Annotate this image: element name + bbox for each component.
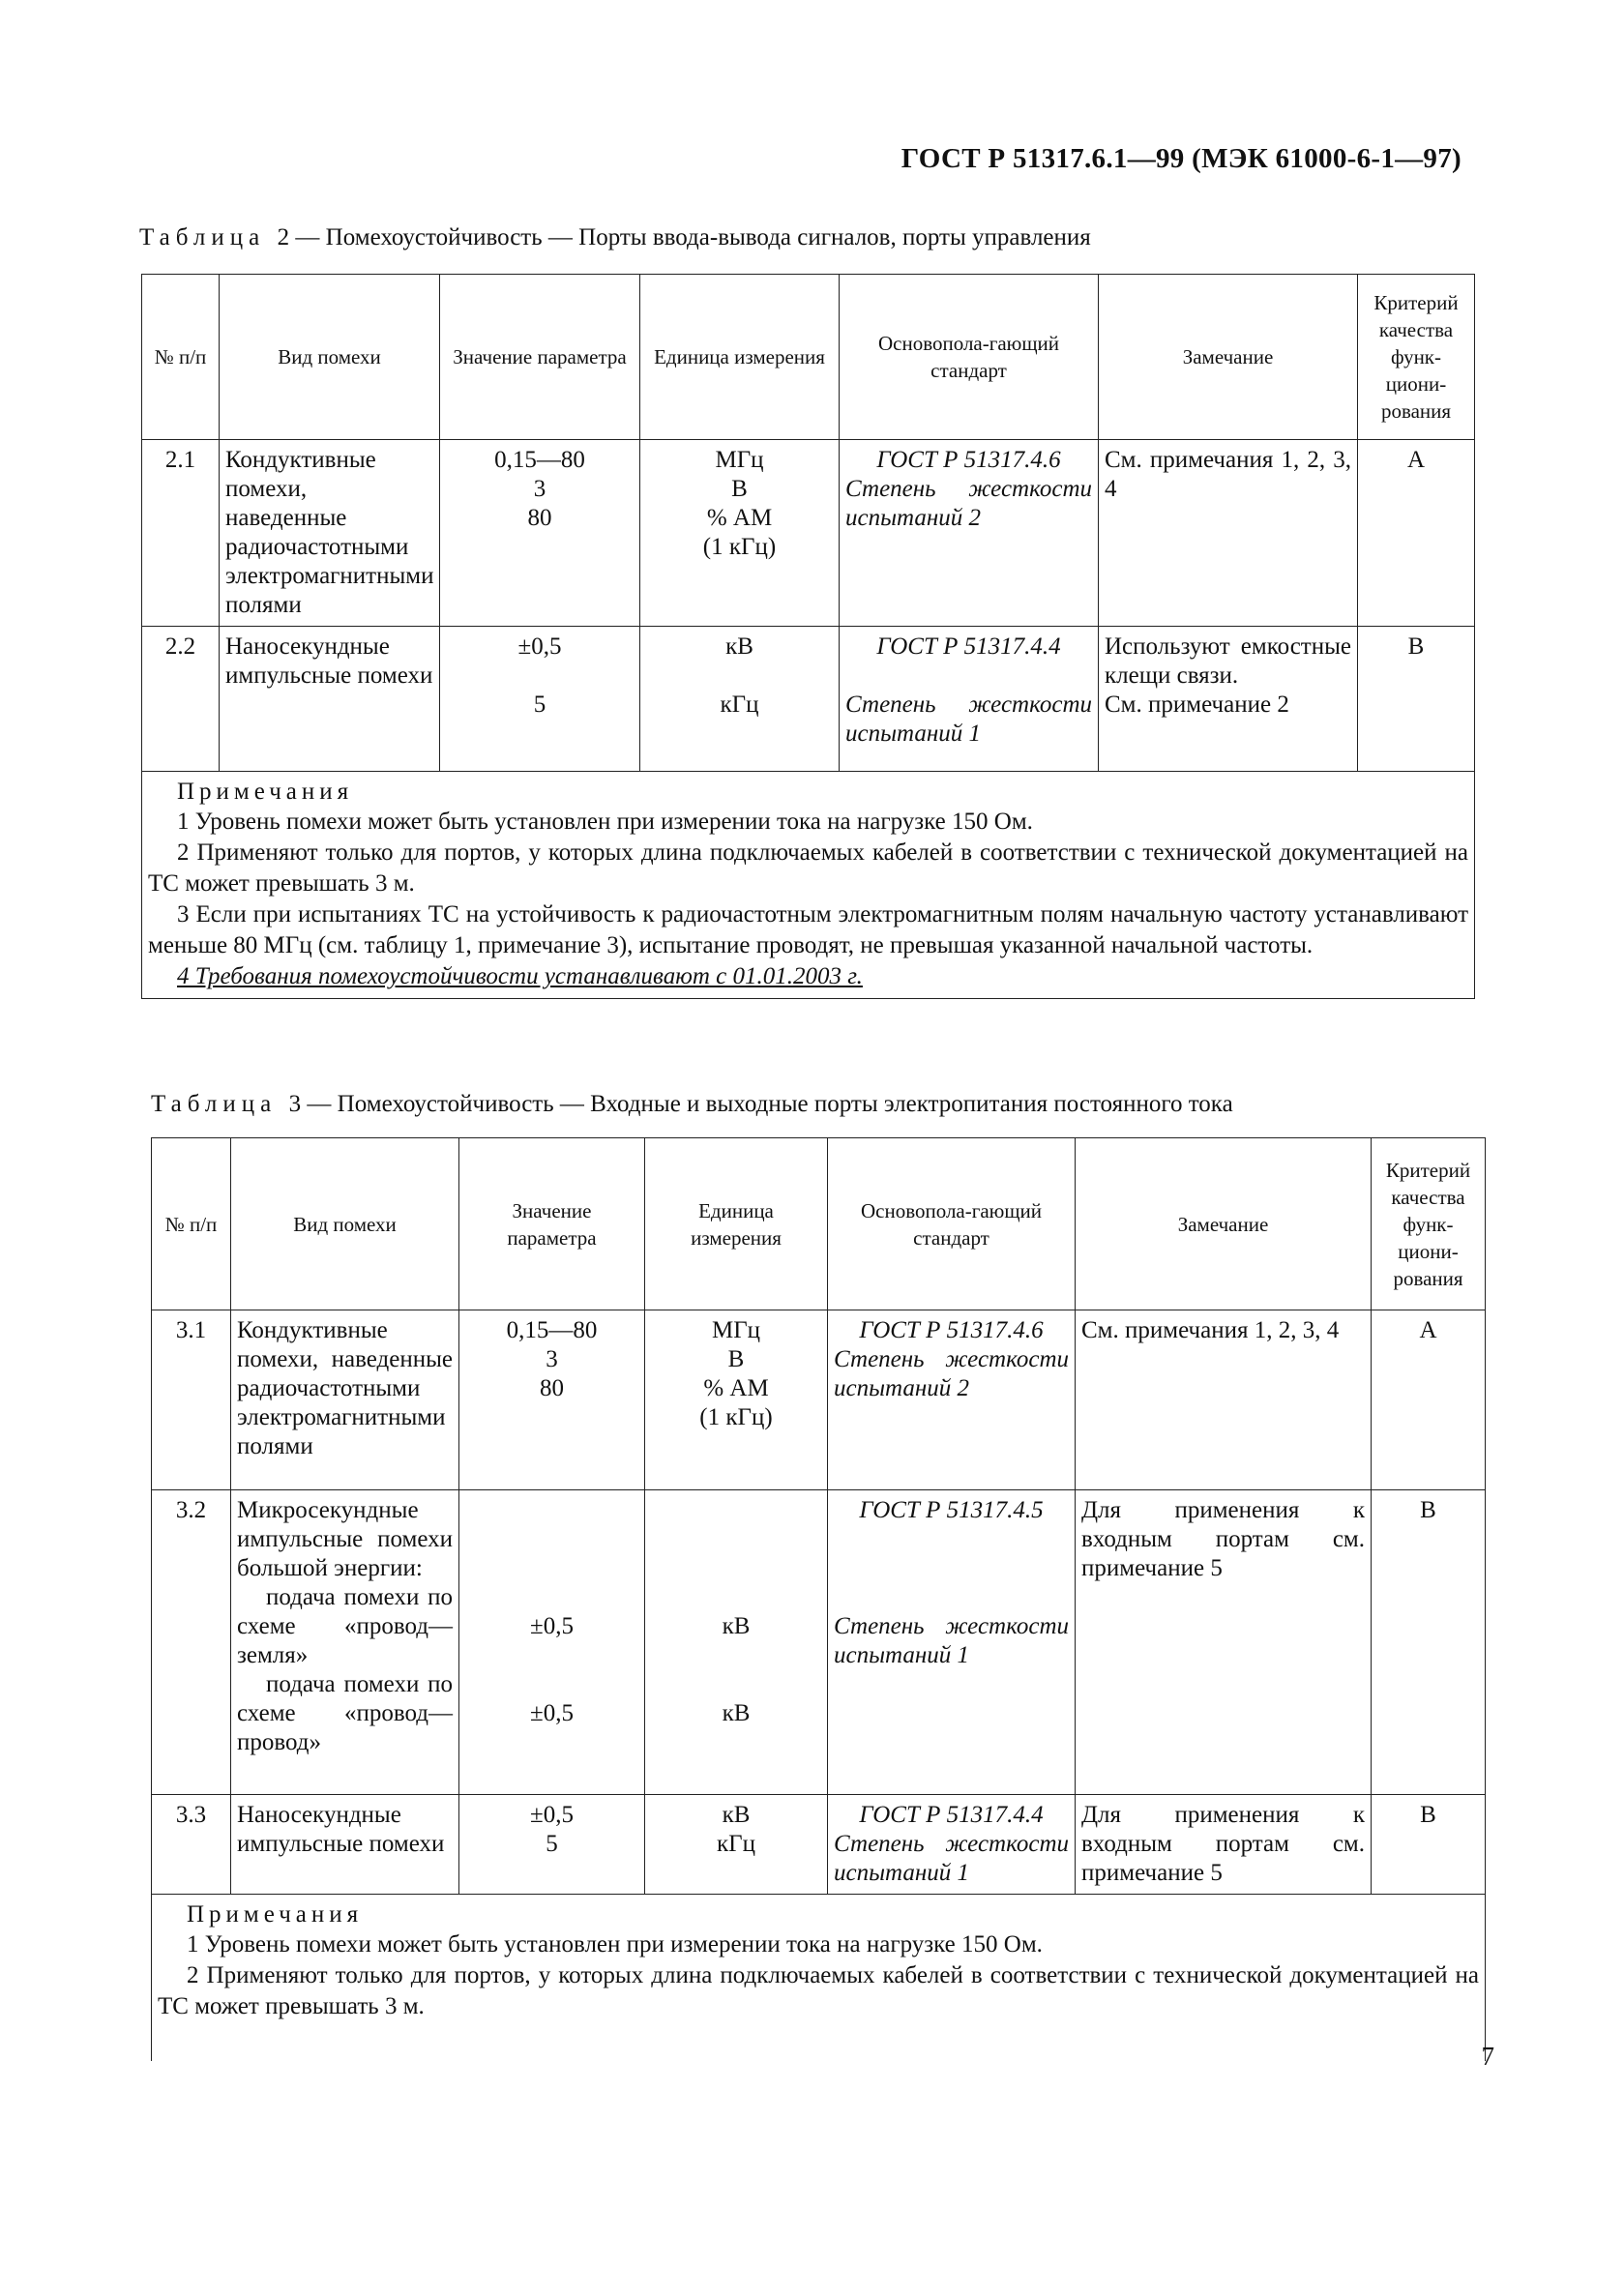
row-units [640, 627, 840, 772]
value: 0,15—80 [494, 447, 585, 473]
table2-caption [139, 224, 1091, 251]
value: 3 [533, 476, 546, 502]
row-remark: Для применения к входным портам см. примечание 5 [1076, 1795, 1372, 1895]
row-num: 3.1 [152, 1310, 231, 1490]
notes-row [152, 1895, 1486, 2062]
col-header-unit: Единица измерения [640, 275, 840, 440]
row-units [645, 1310, 828, 1490]
unit: кВ [722, 1613, 751, 1639]
standard-ref: ГОСТ Р 51317.4.4 [876, 633, 1061, 660]
row-standard [840, 627, 1099, 772]
type-subitem: подача помехи по схеме «провод—провод» [237, 1671, 453, 1755]
unit: кВ [722, 1700, 751, 1726]
unit: В [727, 1346, 745, 1372]
row-criterion: В [1372, 1490, 1486, 1795]
notes-title: Примечания [177, 779, 354, 805]
note: 1 Уровень помехи может быть установлен при измерении тока на нагрузке 150 Ом. [177, 809, 1033, 835]
table3 [151, 1137, 1486, 2061]
row-standard [828, 1490, 1076, 1795]
note: 2 Применяют только для портов, у которых длина подключаемых кабелей в соответствии с технической документацией на ТС может превышать 3 м. [148, 839, 1468, 897]
row-remark: Для применения к входным портам см. примечание 5 [1076, 1490, 1372, 1795]
table2 [141, 274, 1475, 999]
row-values [459, 1490, 645, 1795]
standard-ref: ГОСТ Р 51317.4.4 [859, 1802, 1044, 1828]
table-row [142, 440, 1475, 627]
table-row [152, 1795, 1486, 1895]
value: ±0,5 [530, 1613, 574, 1639]
table-row [152, 1490, 1486, 1795]
row-type: Кондуктивные помехи, наведенные радиочастотными электромагнитными полями [220, 440, 440, 627]
row-num: 2.2 [142, 627, 220, 772]
row-num: 3.2 [152, 1490, 231, 1795]
row-units [645, 1490, 828, 1795]
standard-ref: ГОСТ Р 51317.4.6 [859, 1317, 1044, 1343]
row-standard [840, 440, 1099, 627]
col-header-standard: Основопола-гающий стандарт [828, 1138, 1076, 1310]
note: 2 Применяют только для портов, у которых длина подключаемых кабелей в соответствии с технической документацией на ТС может превышать 3 м. [158, 1962, 1479, 2019]
row-values [459, 1795, 645, 1895]
col-header-remark: Замечание [1076, 1138, 1372, 1310]
row-type: Наносекундные импульсные помехи [220, 627, 440, 772]
row-type [231, 1490, 459, 1795]
col-header-value: Значение параметра [459, 1138, 645, 1310]
severity: Степень жесткости испытаний 2 [834, 1346, 1069, 1401]
row-remark: См. примечания 1, 2, 3, 4 [1076, 1310, 1372, 1490]
row-standard [828, 1795, 1076, 1895]
col-header-type: Вид помехи [231, 1138, 459, 1310]
severity: Степень жесткости испытаний 2 [845, 476, 1092, 531]
col-header-criterion: Критерий качества функ-циони-рования [1372, 1138, 1486, 1310]
row-num: 3.3 [152, 1795, 231, 1895]
value: 3 [546, 1346, 558, 1372]
table2-caption-text: 2 — Помехоустойчивость — Порты ввода-вывода сигналов, порты управления [277, 224, 1091, 250]
page-number: 7 [1481, 2042, 1494, 2071]
remark-text: Используют емкостные клещи связи. [1105, 633, 1351, 689]
severity: Степень жесткости испытаний 1 [845, 692, 1092, 747]
row-units [645, 1795, 828, 1895]
value: 80 [527, 505, 552, 531]
note: 3 Если при испытаниях ТС на устойчивость к радиочастотным электромагнитным полям начальную частоту устанавливают меньше 80 МГц (см. таблицу 1, примечание 3), испытание проводят, не превышая указанной начальной частоты. [148, 901, 1468, 958]
unit: (1 кГц) [699, 1404, 773, 1430]
notes-row [142, 772, 1475, 999]
col-header-value: Значение параметра [440, 275, 640, 440]
value: ±0,5 [530, 1700, 574, 1726]
row-remark: См. примечания 1, 2, 3, 4 [1099, 440, 1358, 627]
col-header-type: Вид помехи [220, 275, 440, 440]
row-units [640, 440, 840, 627]
unit: кВ [722, 1802, 751, 1828]
value: 5 [546, 1831, 558, 1857]
row-standard [828, 1310, 1076, 1490]
row-criterion: В [1358, 627, 1475, 772]
row-type: Наносекундные импульсные помехи [231, 1795, 459, 1895]
table3-caption [151, 1091, 1233, 1118]
row-num: 2.1 [142, 440, 220, 627]
col-header-remark: Замечание [1099, 275, 1358, 440]
notes-title: Примечания [187, 1901, 364, 1928]
unit: В [731, 476, 748, 502]
table3-label: Таблица [151, 1091, 278, 1117]
col-header-standard: Основопола-гающий стандарт [840, 275, 1099, 440]
col-header-criterion: Критерий качества функ-циони-рования [1358, 275, 1475, 440]
value: 80 [540, 1375, 564, 1401]
unit: кГц [720, 692, 759, 718]
table2-label: Таблица [139, 224, 266, 250]
row-values [459, 1310, 645, 1490]
unit: кГц [717, 1831, 755, 1857]
row-criterion: А [1358, 440, 1475, 627]
unit: % АМ [706, 505, 773, 531]
value: 0,15—80 [506, 1317, 598, 1343]
remark-text: См. примечание 2 [1105, 692, 1289, 718]
unit: МГц [711, 1317, 761, 1343]
unit: % АМ [703, 1375, 769, 1401]
severity: Степень жесткости испытаний 1 [834, 1831, 1069, 1886]
unit: кВ [725, 633, 753, 660]
table3-caption-text: 3 — Помехоустойчивость — Входные и выходные порты электропитания постоянного тока [288, 1091, 1233, 1117]
value: ±0,5 [530, 1802, 574, 1828]
value: 5 [533, 692, 546, 718]
row-values [440, 440, 640, 627]
type-text: Микросекундные импульсные помехи большой энергии: [237, 1497, 453, 1581]
type-subitem: подача помехи по схеме «провод—земля» [237, 1584, 453, 1668]
table-row [152, 1310, 1486, 1490]
row-values [440, 627, 640, 772]
standard-ref: ГОСТ Р 51317.4.6 [876, 447, 1061, 473]
note: 1 Уровень помехи может быть установлен при измерении тока на нагрузке 150 Ом. [187, 1931, 1043, 1957]
document-code: ГОСТ Р 51317.6.1—99 (МЭК 61000-6-1—97) [901, 143, 1462, 174]
row-criterion: В [1372, 1795, 1486, 1895]
table-row [142, 627, 1475, 772]
col-header-num: № п/п [152, 1138, 231, 1310]
severity: Степень жесткости испытаний 1 [834, 1613, 1069, 1668]
note: 4 Требования помехоустойчивости устанавливают с 01.01.2003 г. [177, 963, 863, 989]
row-type: Кондуктивные помехи, наведенные радиочастотными электромагнитными полями [231, 1310, 459, 1490]
col-header-unit: Единица измерения [645, 1138, 828, 1310]
table3-notes [152, 1895, 1486, 2062]
value: ±0,5 [517, 633, 562, 660]
table2-notes [142, 772, 1475, 999]
unit: МГц [715, 447, 764, 473]
unit: (1 кГц) [702, 534, 777, 560]
col-header-num: № п/п [142, 275, 220, 440]
row-criterion: А [1372, 1310, 1486, 1490]
row-remark [1099, 627, 1358, 772]
standard-ref: ГОСТ Р 51317.4.5 [859, 1497, 1044, 1523]
